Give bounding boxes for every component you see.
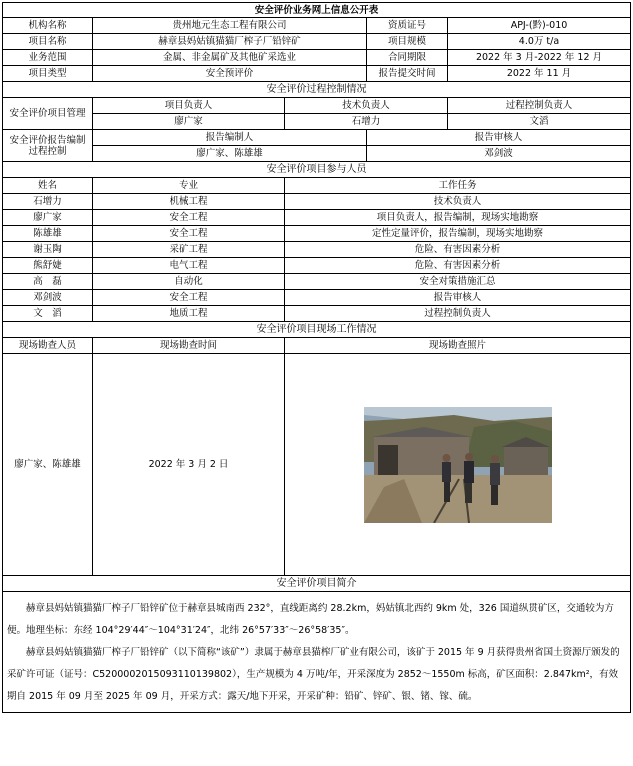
scale-value: 4.0万 t/a <box>448 34 631 50</box>
staff-task: 过程控制负责人 <box>285 306 631 322</box>
staff-name: 文 滔 <box>3 306 93 322</box>
staff-task: 危险、有害因素分析 <box>285 242 631 258</box>
scope-value: 金属、非金属矿及其他矿采选业 <box>93 50 367 66</box>
writer-value: 廖广家、陈雄雄 <box>93 146 367 162</box>
ctrl-label: 过程控制负责人 <box>448 98 631 114</box>
scale-label: 项目规模 <box>367 34 448 50</box>
staff-name: 高 磊 <box>3 274 93 290</box>
disclosure-table <box>2 2 631 713</box>
staff-name: 廖广家 <box>3 210 93 226</box>
site-header-photo: 现场勘查照片 <box>285 338 631 354</box>
cert-label: 资质证号 <box>367 18 448 34</box>
site-photo-cell <box>285 354 631 576</box>
staff-section-title: 安全评价项目参与人员 <box>3 162 631 178</box>
site-header-people: 现场勘查人员 <box>3 338 93 354</box>
table-row <box>3 210 631 226</box>
process-section-title: 安全评价过程控制情况 <box>3 82 631 98</box>
staff-major: 机械工程 <box>93 194 285 210</box>
org-value: 贵州地元生态工程有限公司 <box>93 18 367 34</box>
table-row <box>3 290 631 306</box>
ctrl-value: 文滔 <box>448 114 631 130</box>
scope-label: 业务范围 <box>3 50 93 66</box>
staff-name: 熊舒婕 <box>3 258 93 274</box>
staff-major: 电气工程 <box>93 258 285 274</box>
intro-section-title: 安全评价项目简介 <box>3 576 631 592</box>
staff-task: 技术负责人 <box>285 194 631 210</box>
type-value: 安全预评价 <box>93 66 367 82</box>
reviewer-value: 邓剑波 <box>367 146 631 162</box>
table-row <box>3 306 631 322</box>
cert-value: APJ-(黔)-010 <box>448 18 631 34</box>
table-row <box>3 194 631 210</box>
staff-name: 邓剑波 <box>3 290 93 306</box>
staff-major: 自动化 <box>93 274 285 290</box>
contract-value: 2022 年 3 月-2022 年 12 月 <box>448 50 631 66</box>
staff-name: 谢玉陶 <box>3 242 93 258</box>
type-label: 项目类型 <box>3 66 93 82</box>
tech-label: 技术负责人 <box>285 98 448 114</box>
reviewer-label: 报告审核人 <box>367 130 631 146</box>
tech-value: 石增力 <box>285 114 448 130</box>
staff-major: 地质工程 <box>93 306 285 322</box>
staff-task: 报告审核人 <box>285 290 631 306</box>
submit-label: 报告提交时间 <box>367 66 448 82</box>
staff-major: 安全工程 <box>93 226 285 242</box>
staff-major: 安全工程 <box>93 290 285 306</box>
mgmt-label: 安全评价项目管理 <box>3 98 93 130</box>
staff-major: 安全工程 <box>93 210 285 226</box>
staff-header-task: 工作任务 <box>285 178 631 194</box>
site-photo <box>364 407 552 523</box>
intro-paragraph-1: 赫章县妈姑镇猫猫厂榨子厂铅锌矿位于赫章县城南西 232°，直线距离约 28.2km，妈姑镇北西约 9km 处，326 国道纵贯矿区，交通较为方便。地理坐标：东经 104°29′44″～104°31′24″，北纬 26°57′33″～26°58′35″。 <box>7 603 614 636</box>
staff-task: 定性定量评价，报告编制，现场实地勘察 <box>285 226 631 242</box>
table-row <box>3 258 631 274</box>
submit-value: 2022 年 11 月 <box>448 66 631 82</box>
intro-paragraph-2: 赫章县妈姑镇猫猫厂榨子厂铅锌矿（以下简称“该矿”）隶属于赫章县猫榨厂矿业有限公司，该矿于 2015 年 9 月获得贵州省国土资源厅颁发的采矿许可证（证号：C5200002015093110139802），生产规模为 4 万吨/年，开采深度为 2852～1550m 标高，矿区面积：2.847km²，有效期自 2015 年 09 月至 2025 年 09 月，开采方式：露天/地下开采，开采矿种：铅矿、锌矿、银、锗、镓、硫。 <box>7 647 620 702</box>
intro-body <box>3 592 631 713</box>
table-row <box>3 242 631 258</box>
staff-task: 安全对策措施汇总 <box>285 274 631 290</box>
proj-value: 赫章县妈姑镇猫猫厂榨子厂铅锌矿 <box>93 34 367 50</box>
page-title: 安全评价业务网上信息公开表 <box>3 3 631 18</box>
site-section-title: 安全评价项目现场工作情况 <box>3 322 631 338</box>
site-header-date: 现场勘查时间 <box>93 338 285 354</box>
report-label: 安全评价报告编制过程控制 <box>3 130 93 162</box>
pm-label: 项目负责人 <box>93 98 285 114</box>
staff-header-major: 专业 <box>93 178 285 194</box>
staff-header-name: 姓名 <box>3 178 93 194</box>
writer-label: 报告编制人 <box>93 130 367 146</box>
staff-task: 项目负责人，报告编制，现场实地勘察 <box>285 210 631 226</box>
site-people: 廖广家、陈雄雄 <box>3 354 93 576</box>
table-row <box>3 274 631 290</box>
staff-name: 石增力 <box>3 194 93 210</box>
staff-name: 陈雄雄 <box>3 226 93 242</box>
proj-label: 项目名称 <box>3 34 93 50</box>
pm-value: 廖广家 <box>93 114 285 130</box>
site-date: 2022 年 3 月 2 日 <box>93 354 285 576</box>
staff-task: 危险、有害因素分析 <box>285 258 631 274</box>
contract-label: 合同期限 <box>367 50 448 66</box>
table-row <box>3 226 631 242</box>
org-label: 机构名称 <box>3 18 93 34</box>
staff-major: 采矿工程 <box>93 242 285 258</box>
